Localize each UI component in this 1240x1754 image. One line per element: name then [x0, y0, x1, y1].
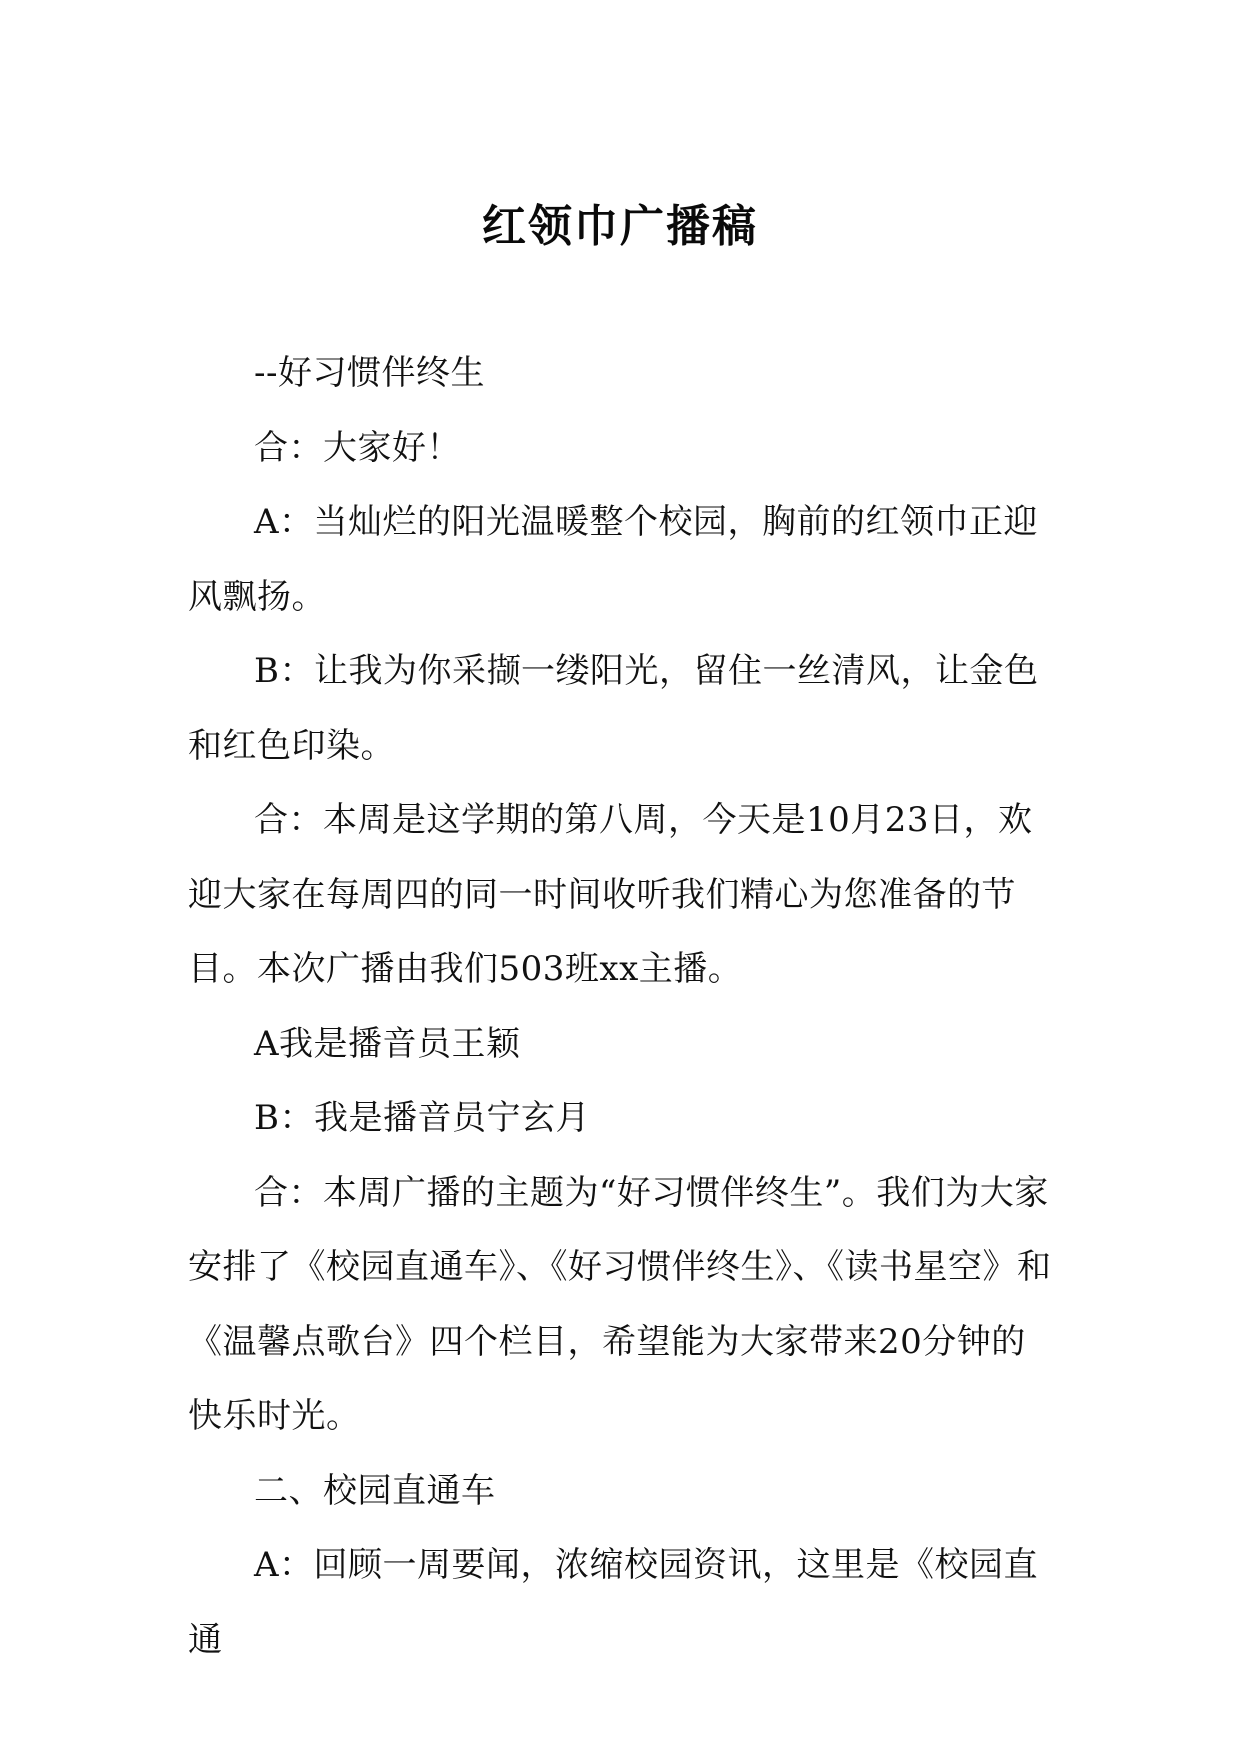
document-title: 红领巾广播稿	[482, 201, 758, 253]
speaker-a-paragraph: A：当灿烂的阳光温暖整个校园，胸前的红领巾正迎风飘扬。	[188, 502, 1039, 617]
section-paragraph: A：回顾一周要闻，浓缩校园资讯，这里是《校园直通	[188, 1545, 1039, 1660]
intro-paragraph: 合：本周是这学期的第八周，今天是10月23日，欢迎大家在每周四的同一时间收听我们精心为您准备的节目。本次广播由我们503班xx主播。	[188, 800, 1033, 989]
subtitle-paragraph: --好习惯伴终生	[254, 353, 485, 393]
document-body	[188, 336, 1058, 1677]
theme-paragraph: 合：本周广播的主题为“好习惯伴终生”。我们为大家安排了《校园直通车》、《好习惯伴终生》、《读书星空》和《温馨点歌台》四个栏目，希望能为大家带来20分钟的快乐时光。	[188, 1172, 1052, 1436]
announcer-b-paragraph: B：我是播音员宁玄月	[254, 1098, 590, 1138]
greeting-paragraph: 合：大家好！	[254, 427, 461, 468]
section-heading: 二、校园直通车	[254, 1470, 496, 1511]
speaker-b-paragraph: B：让我为你采撷一缕阳光，留住一丝清风，让金色和红色印染。	[188, 651, 1039, 766]
announcer-a-paragraph: A我是播音员王颖	[254, 1023, 521, 1064]
